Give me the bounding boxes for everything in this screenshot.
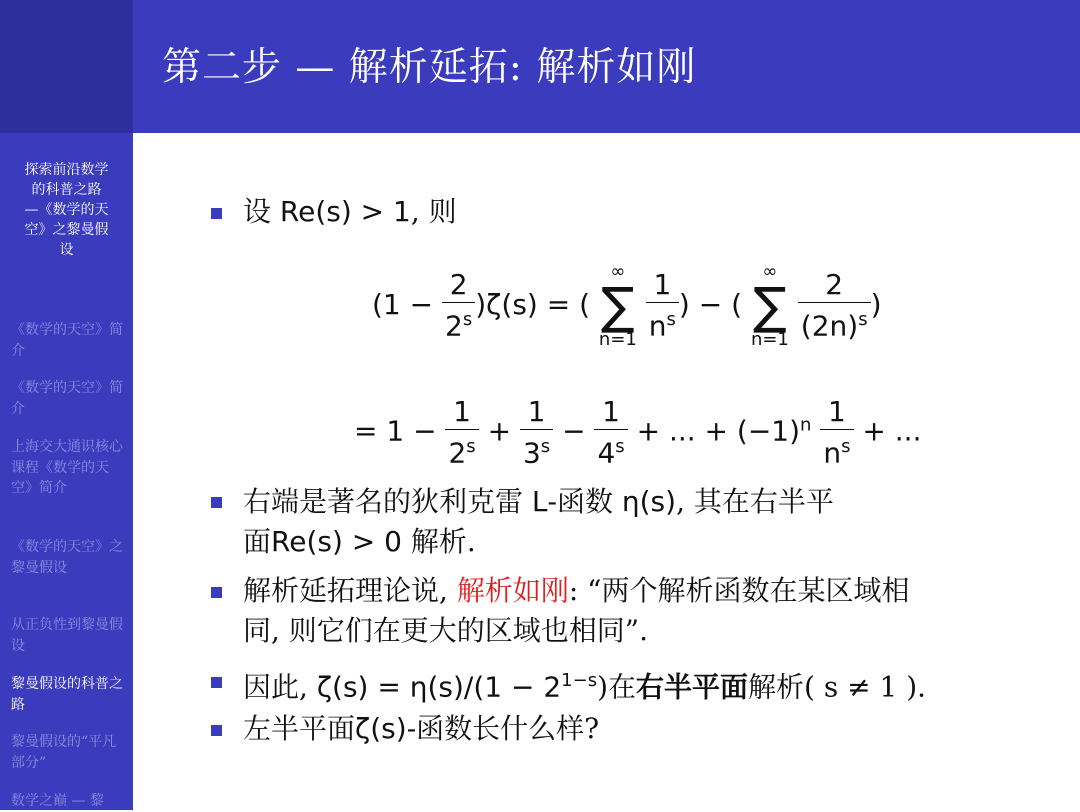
eq1-frac-2-num: 1 [646,268,679,303]
eq2-frac-1-num: 1 [445,395,478,430]
sidebar-item-trivial[interactable]: 黎曼假设的“平凡部分” [11,734,117,771]
eq2-frac-3-num: 1 [594,395,627,430]
eq1-frac-3-den: (2n) [800,309,859,343]
eq1-frac-1-exp: s [462,309,473,331]
eq1-frac-3-num: 2 [798,268,871,303]
eq1-frac-1-den: 2 [445,309,463,343]
bullet-marker [211,725,222,736]
eq1-sum-1-symbol: ∑ [601,277,635,335]
bullet-1-text [243,194,457,230]
bullet-3-line-1 [243,573,909,609]
bullet-1-post: , 则 [410,195,457,228]
bullet-4-pre: 因此, [243,670,317,704]
bullet-2-line-2-post: 解析. [401,525,476,558]
eq2-frac-3-den: 4 [597,436,616,470]
slide-title: 第二步 — 解析延拓: 解析如刚 [162,45,697,90]
corner-block [0,0,133,133]
bullet-4-math: ζ(s) = η(s)/(1 − 2 [316,670,562,704]
bullet-1-pre: 设 [243,195,280,228]
eq2-frac-4-exp: s [841,436,851,457]
sidebar-current-line: 探索前沿数学 [24,162,109,178]
eq2-mid: + ... + (−1) [636,414,801,448]
bullet-4-bold: 右半平面 [636,670,749,704]
sidebar-current-line: 空》之黎曼假 [24,222,109,238]
eq1-frac-2 [646,268,679,343]
bullet-marker [211,208,222,219]
eq1-rhs-close: ) [870,288,882,321]
eq2-frac-4 [820,395,853,470]
eq2-end: + ... [862,414,922,448]
eq1-frac-3-exp: s [858,309,868,331]
eq2-frac-2-den: 3 [522,436,541,470]
eq2-frac-4-num: 1 [820,395,853,430]
eq1-frac-2-exp: s [666,309,676,331]
eq2-frac-3 [594,395,627,470]
bullet-3-highlight: 解析如刚 [456,574,569,607]
eq2-frac-3-exp: s [615,436,625,457]
eq2-op-2: − [562,414,586,448]
eq1-sum-1-top: ∞ [610,261,626,282]
sidebar-item-course[interactable]: 上海交大通识核心课程《数学的天空》简介 [11,439,123,496]
eq1-lhs-open: (1 − [372,288,434,321]
bullet-2-mid: -函数 [547,485,622,518]
sidebar-current-line: 的科普之路 [31,182,102,198]
bullet-2-pre: 右端是著名的狄利克雷 [243,485,532,518]
bullet-marker [211,587,222,598]
sidebar-item-riemann[interactable]: 《数学的天空》之黎曼假设 [11,539,123,576]
eq2-frac-2-exp: s [540,436,551,457]
bullet-marker [211,677,222,688]
bullet-4-exp: 1−s [561,670,598,691]
eq2-frac-4-den: n [823,436,842,470]
eq2-frac-1-exp: s [466,436,476,457]
bullet-marker [211,497,222,508]
bullet-2-line-2-math: Re(s) > 0 [271,525,402,558]
sidebar-current-section [0,160,133,260]
eq1-sum-2-bottom: n=1 [750,329,789,350]
bullet-4-mid: )在 [597,670,637,704]
equation-2 [354,395,921,470]
eq1-frac-2-den: n [648,309,667,343]
sidebar-item-summit[interactable]: 数学之巅 — 黎 [11,793,104,809]
bullet-2-line-2-pre: 面 [243,525,272,558]
bullet-5-pre: 左半平面 [243,712,356,745]
eq2-frac-1-den: 2 [448,436,467,470]
sidebar-item-popular[interactable]: 黎曼假设的科普之路 [11,676,123,713]
eq1-frac-1 [442,268,475,343]
bullet-1-math: Re(s) > 1 [279,195,411,228]
eq1-lhs-close: )ζ(s) = ( [475,288,591,321]
eq2-op-1: + [487,414,512,448]
sidebar-item-intro-2[interactable]: 《数学的天空》简介 [11,380,123,417]
eq1-sum-1 [599,262,637,350]
bullet-3-line-2: 同, 则它们在更大的区域也相同”. [243,614,649,647]
bullet-3-pre: 解析延拓理论说, [243,574,457,607]
bullet-2-line-1 [243,484,834,520]
eq2-frac-2 [520,395,553,470]
eq2-frac-2-num: 1 [520,395,553,430]
bullet-2-eta: η(s) [621,485,677,518]
bullet-5-text [243,711,599,747]
eq1-sum-1-bottom: n=1 [598,329,637,350]
eq1-sum-2-top: ∞ [762,261,778,282]
eq1-mid: ) − ( [678,288,743,321]
bullet-2-l-function: L [531,485,548,518]
bullet-4-text [243,663,926,705]
equation-1 [372,262,882,350]
eq2-mid-exp: n [800,414,812,436]
eq1-frac-1-num: 2 [442,268,475,303]
sidebar-current-line: 设 [59,242,74,258]
bullet-5-post: -函数长什么样? [406,712,600,745]
sidebar-current-line: —《数学的天 [24,202,109,218]
bullet-3-post: : “两个解析函数在某区域相 [568,574,910,607]
sidebar-item-intro-1[interactable]: 《数学的天空》简介 [11,322,123,359]
eq2-frac-1 [445,395,478,470]
bullet-4-post: 解析( s ≠ 1 ). [748,670,927,704]
eq1-frac-3 [798,268,871,343]
bullet-2-line-2 [243,524,476,560]
eq1-sum-2 [751,262,789,350]
sidebar-nav [0,133,133,810]
bullet-5-math: ζ(s) [355,712,407,745]
bullet-2-post: , 其在右半平 [676,485,834,518]
sidebar-item-sign[interactable]: 从正负性到黎曼假设 [11,617,123,654]
eq2-start: = 1 − [354,414,437,448]
eq1-sum-2-symbol: ∑ [753,277,787,335]
